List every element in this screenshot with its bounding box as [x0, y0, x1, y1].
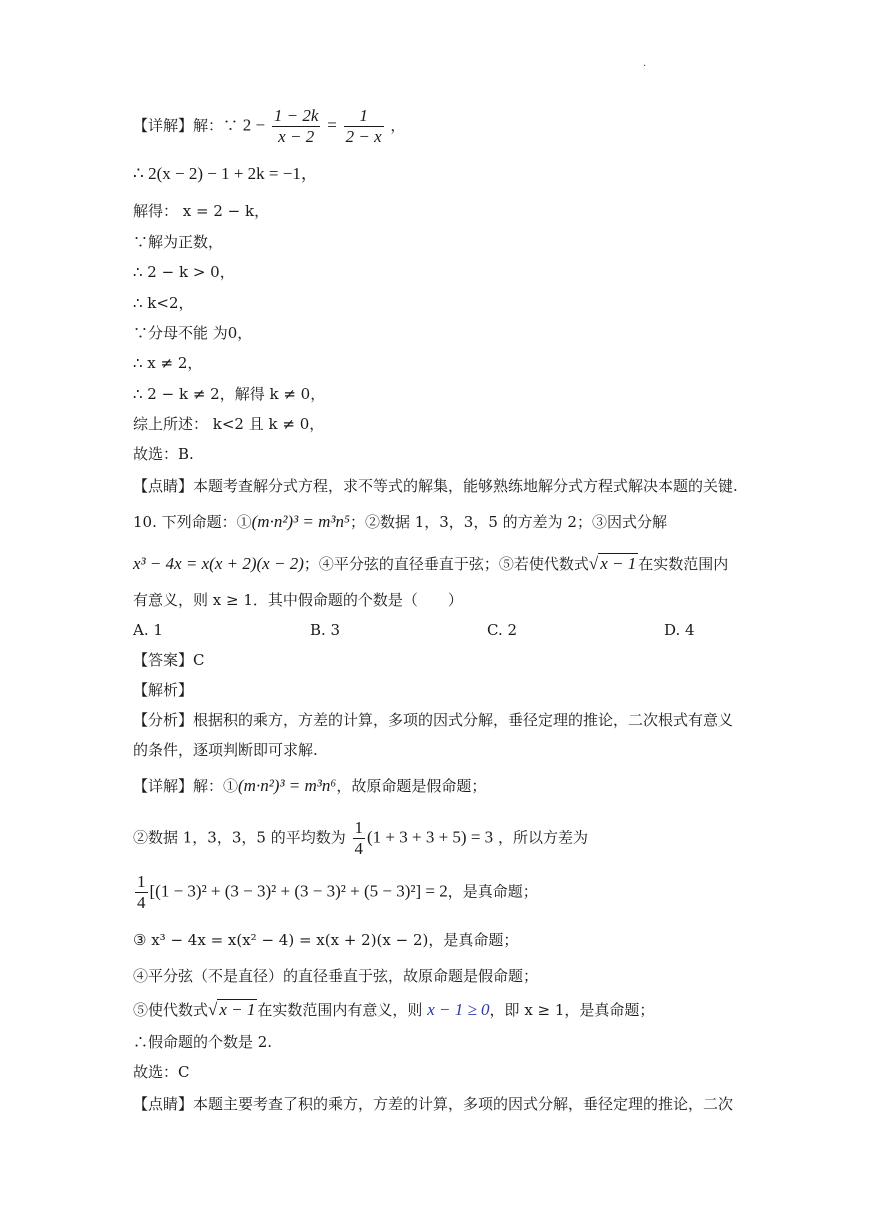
- analysis-line-1: 【分析】根据积的乘方，方差的计算，多项的因式分解，垂径定理的推论，二次根式有意义: [133, 711, 734, 729]
- detail-line-9: ∴ 2 − k ≠ 2，解得 k ≠ 0，: [133, 385, 326, 403]
- math-expr: (m·n²)³ = m³n⁶: [238, 776, 337, 795]
- analysis-line-2: 的条件，逐项判断即可求解.: [133, 741, 318, 759]
- denominator: 4: [137, 893, 146, 912]
- detail-q10-line-1: [133, 776, 486, 796]
- question-text: 在实数范围内: [638, 555, 729, 573]
- detail-q10-line-5: ④平分弦（不是直径）的直径垂直于弦，故原命题是假命题；: [133, 967, 539, 985]
- numerator: 1: [354, 818, 363, 837]
- detail-q10-line-6: [133, 1000, 654, 1020]
- numerator: 1: [344, 106, 384, 127]
- detail-text: ，是真命题；: [447, 882, 538, 901]
- detail-line-10: 综上所述： k<2 且 k ≠ 0，: [133, 415, 325, 433]
- option-b: B. 3: [310, 621, 341, 639]
- fraction: [353, 818, 366, 859]
- equals: =: [327, 115, 337, 135]
- comment-line: 【点睛】本题考查解分式方程，求不等式的解集，能够熟练地解分式方程式解决本题的关键.: [133, 477, 738, 495]
- comment-line-2: 【点睛】本题主要考查了积的乘方，方差的计算，多项的因式分解，垂径定理的推论，二次: [133, 1095, 734, 1113]
- option-a: A. 1: [133, 621, 163, 639]
- numerator: 1: [137, 872, 146, 891]
- detail-text: 在实数范围内有意义，则: [257, 1001, 423, 1019]
- detail-line-7: ∵分母不能 为0，: [133, 324, 253, 342]
- denominator: 4: [354, 839, 363, 858]
- question-10-line-3: 有意义，则 x ≥ 1．其中假命题的个数是（ ）: [133, 591, 463, 609]
- expr-part: 2 −: [242, 115, 266, 135]
- math-expr: (m·n²)³ = m³n⁵: [251, 512, 350, 531]
- header-dot: .: [643, 58, 647, 69]
- detail-q10-line-8: 故选：C: [133, 1063, 190, 1081]
- highlighted-condition: x − 1 ≥ 0: [427, 1000, 490, 1019]
- detail-q10-line-4: ③ x³ − 4x = x(x² − 4) = x(x + 2)(x − 2)，是真命题；: [133, 931, 519, 949]
- detail-line-3: 解得： x = 2 − k，: [133, 202, 270, 220]
- analysis-heading: 【解析】: [133, 681, 194, 699]
- question-number: 10. 下列命题：①: [133, 513, 252, 531]
- option-c: C. 2: [487, 621, 518, 639]
- detail-line-5: ∴ 2 − k > 0，: [133, 263, 235, 281]
- detail-line-1: [133, 106, 405, 147]
- fraction: [344, 106, 384, 147]
- detail-line-11: 故选：B.: [133, 445, 194, 463]
- math-expr: x³ − 4x = x(x + 2)(x − 2): [133, 554, 304, 573]
- detail-text: ，即 x ≥ 1，是真命题；: [489, 1001, 655, 1019]
- numerator: 1 − 2k: [273, 106, 319, 125]
- radicand: x − 1: [600, 554, 637, 573]
- detail-text: ，故原命题是假命题；: [336, 777, 487, 795]
- question-10-line-1: [133, 512, 667, 532]
- detail-text: ②数据 1，3，3，5 的平均数为: [133, 828, 346, 847]
- detail-text: ⑤使代数式: [133, 1001, 209, 1019]
- fraction: [135, 872, 148, 913]
- detail-line-6: ∴ k<2，: [133, 294, 194, 312]
- detail-line-2: ∴ 2(x − 2) − 1 + 2k = −1，: [133, 164, 318, 183]
- option-d: D. 4: [664, 621, 695, 639]
- question-text: ；②数据 1，3，3，5 的方差为 2；③因式分解: [349, 513, 667, 531]
- answer-line: 【答案】C: [133, 651, 205, 669]
- sqrt-expr: √ x − 1: [588, 554, 637, 573]
- punct: ，: [390, 116, 406, 135]
- denominator: x − 2: [278, 127, 315, 146]
- denominator: 2 − x: [345, 127, 382, 146]
- detail-q10-line-7: ∴假命题的个数是 2.: [133, 1033, 273, 1051]
- question-text: ；④平分弦的直径垂直于弦；⑤若使代数式: [303, 555, 589, 573]
- detail-q10-line-2: [133, 818, 588, 859]
- radicand: x − 1: [219, 1000, 256, 1019]
- math-expr: [(1 − 3)² + (3 − 3)² + (3 − 3)² + (5 − 3)²] = 2: [149, 881, 448, 901]
- detail-label: 【详解】解：∵: [133, 116, 239, 135]
- detail-text: ，所以方差为: [497, 828, 588, 847]
- math-expr: (1 + 3 + 3 + 5) = 3: [367, 827, 494, 847]
- sqrt-expr: √ x − 1: [208, 1000, 256, 1019]
- detail-line-8: ∴ x ≠ 2，: [133, 354, 203, 372]
- detail-label: 【详解】解：①: [133, 777, 239, 795]
- fraction: [272, 106, 321, 147]
- question-10-line-2: [133, 554, 728, 574]
- detail-line-4: ∵解为正数，: [133, 233, 224, 251]
- detail-q10-line-3: [133, 872, 538, 913]
